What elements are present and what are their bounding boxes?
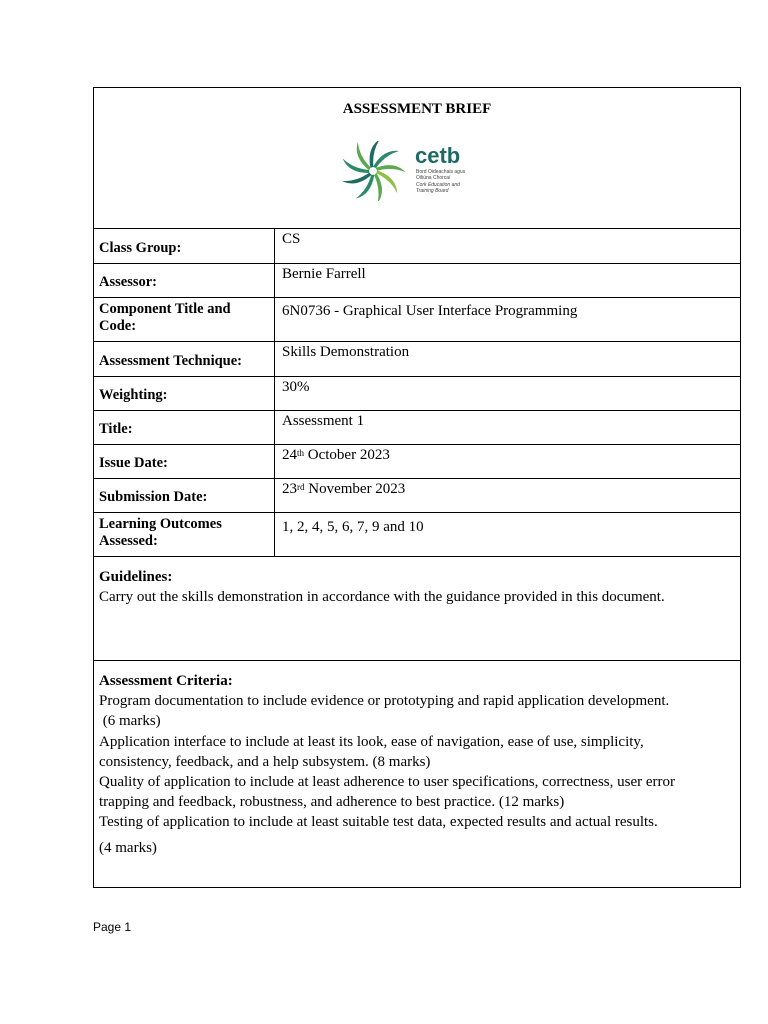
criteria-last-line: (4 marks)	[99, 839, 157, 856]
weighting-value: 30%	[282, 379, 310, 395]
guidelines-heading: Guidelines:	[99, 569, 173, 585]
row-submission-date	[94, 479, 740, 513]
cetb-swirl-icon	[342, 141, 476, 201]
row-technique	[94, 342, 740, 377]
issue-date-label: Issue Date:	[94, 445, 275, 478]
criteria-line: trapping and feedback, robustness, and adherence to best practice. (12 marks)	[99, 794, 565, 811]
component-value: 6N0736 - Graphical User Interface Programming	[282, 303, 578, 319]
brief-header	[94, 88, 740, 229]
row-assessor	[94, 264, 740, 298]
submission-date-value: 23rd November 2023	[282, 481, 406, 497]
row-weighting	[94, 377, 740, 411]
criteria-line: (6 marks)	[99, 713, 161, 730]
criteria-line: Application interface to include at least its look, ease of navigation, ease of use, simplicity,	[99, 733, 644, 750]
row-title	[94, 411, 740, 445]
logo-english-line-2: Training Board	[416, 188, 449, 194]
guidelines-text: Carry out the skills demonstration in accordance with the guidance provided in this document.	[99, 589, 665, 606]
outcomes-value: 1, 2, 4, 5, 6, 7, 9 and 10	[282, 519, 424, 535]
guidelines-section	[94, 557, 740, 661]
issue-date-value: 24th October 2023	[282, 447, 390, 463]
weighting-label: Weighting:	[94, 377, 275, 410]
row-issue-date	[94, 445, 740, 479]
logo-wordmark: cetb	[415, 143, 461, 168]
criteria-heading: Assessment Criteria:	[99, 673, 233, 689]
assessment-brief-table	[93, 87, 741, 888]
page-number: Page 1	[93, 920, 132, 934]
component-label: Component Title and Code:	[94, 298, 275, 341]
criteria-line: Quality of application to include at least adherence to user specifications, correctness, user error	[99, 774, 676, 791]
technique-label: Assessment Technique:	[94, 342, 275, 376]
brief-title: ASSESSMENT BRIEF	[342, 101, 492, 117]
outcomes-label: Learning Outcomes Assessed:	[94, 513, 275, 556]
logo-irish-line-1: Bord Oideachais agus	[416, 169, 466, 175]
title-value: Assessment 1	[282, 413, 365, 429]
logo-english-line-1: Cork Education and	[416, 182, 460, 188]
assessor-label: Assessor:	[94, 264, 275, 297]
class-group-label: Class Group:	[94, 229, 275, 263]
row-outcomes	[94, 513, 740, 557]
title-label: Title:	[94, 411, 275, 444]
technique-value: Skills Demonstration	[282, 344, 410, 360]
assessor-value: Bernie Farrell	[282, 266, 366, 282]
criteria-line: Testing of application to include at least suitable test data, expected results and actual results.	[99, 814, 658, 831]
row-class-group	[94, 229, 740, 264]
row-component	[94, 298, 740, 342]
criteria-section	[94, 671, 740, 858]
criteria-line: consistency, feedback, and a help subsystem. (8 marks)	[99, 753, 431, 770]
submission-date-label: Submission Date:	[94, 479, 275, 512]
class-group-value: CS	[282, 231, 301, 247]
logo-irish-line-2: Oiliúna Chorcaí	[416, 175, 451, 181]
criteria-line: Program documentation to include evidence or prototyping and rapid application development.	[99, 693, 670, 710]
cetb-logo	[342, 141, 476, 201]
